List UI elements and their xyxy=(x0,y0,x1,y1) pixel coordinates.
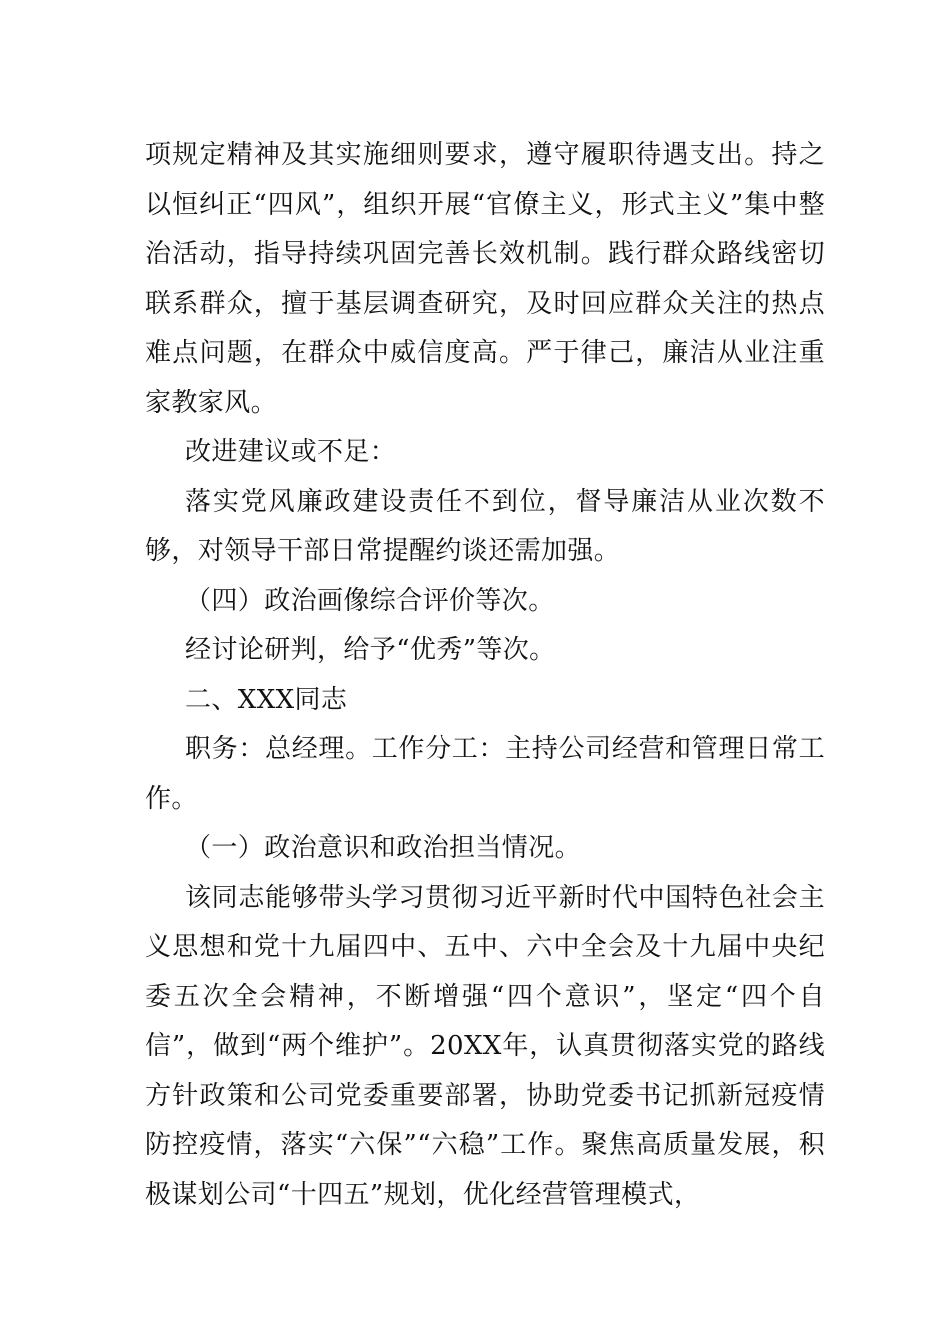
paragraph-evaluation-result: 经讨论研判，给予“优秀”等次。 xyxy=(185,635,556,665)
section-heading-person: 二、XXX同志 xyxy=(185,684,348,715)
paragraph-position: 职务：总经理。工作分工：主持公司经营和管理日常工作。 xyxy=(145,734,825,814)
section-heading-evaluation: （四）政治画像综合评价等次。 xyxy=(185,585,555,616)
paragraph-continuation: 项规定精神及其实施细则要求，遵守履职待遇支出。持之以恒纠正“四风”，组织开展“官僚主义，形式主义”集中整治活动，指导持续巩固完善长效机制。践行群众路线密切联系群众，擅于基层调查研究，及时回应群众关注的热点难点问题，在群众中威信度高。严于律己，廉洁从业注重家教家风。 xyxy=(145,140,825,418)
paragraph-political-awareness: 该同志能够带头学习贯彻习近平新时代中国特色社会主义思想和党十九届四中、五中、六中全会及十九届中央纪委五次全会精神，不断增强“四个意识”，坚定“四个自信”，做到“两个维护”。20XX年，认真贯彻落实党的路线方针政策和公司党委重要部署，协助党委书记抓新冠疫情防控疫情，落实“六保”“六稳”工作。聚焦高质量发展，积极谋划公司“十四五”规划，优化经营管理模式， xyxy=(145,882,825,1210)
paragraph-improvement-heading: 改进建议或不足： xyxy=(185,437,397,467)
section-heading-political-awareness: （一）政治意识和政治担当情况。 xyxy=(185,833,582,863)
document-body xyxy=(145,131,825,1220)
paragraph-improvement-text: 落实党风廉政建设责任不到位，督导廉洁从业次数不够，对领导干部日常提醒约谈还需加强。 xyxy=(145,486,825,566)
